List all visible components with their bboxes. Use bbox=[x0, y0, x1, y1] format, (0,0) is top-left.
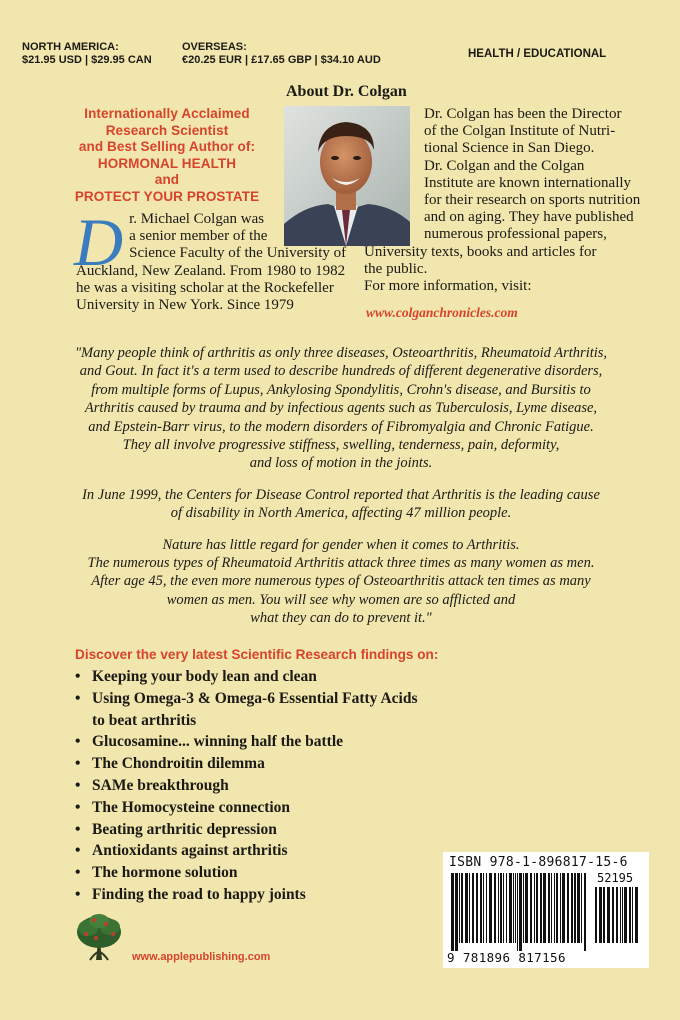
list-item: • Antioxidants against arthritis bbox=[75, 842, 288, 860]
barcode-bar bbox=[577, 873, 580, 943]
barcode-bar bbox=[599, 887, 602, 943]
barcode-bar bbox=[624, 887, 627, 943]
bio-line: and on aging. They have published bbox=[424, 209, 634, 226]
price-overseas-values: €20.25 EUR | £17.65 GBP | $34.10 AUD bbox=[182, 54, 381, 66]
list-item: • The hormone solution bbox=[75, 864, 238, 882]
bio-line: Science Faculty of the University of bbox=[129, 245, 347, 262]
tagline-line: HORMONAL HEALTH bbox=[97, 155, 237, 171]
list-item: • The Chondroitin dilemma bbox=[75, 755, 265, 773]
isbn-label: ISBN 978-1-896817-15-6 bbox=[449, 855, 628, 870]
tagline-line: Internationally Acclaimed bbox=[84, 106, 250, 121]
barcode-bar bbox=[523, 873, 524, 943]
barcode-bar bbox=[451, 873, 454, 951]
price-north-america-label: NORTH AMERICA: bbox=[22, 41, 119, 53]
barcode-bar bbox=[551, 873, 552, 943]
price-overseas-label: OVERSEAS: bbox=[182, 41, 247, 53]
barcode-bar bbox=[483, 873, 484, 943]
barcode-bar bbox=[560, 873, 561, 943]
barcode-bar bbox=[629, 887, 631, 943]
bio-line: Auckland, New Zealand. From 1980 to 1982 bbox=[76, 262, 346, 279]
about-heading: About Dr. Colgan bbox=[286, 83, 407, 100]
bio-right-continued bbox=[364, 226, 674, 295]
tagline-line: PROTECT YOUR PROSTATE bbox=[74, 188, 260, 204]
quote-line: The numerous types of Rheumatoid Arthritis attack three times as many women as men. bbox=[87, 555, 595, 572]
barcode-bar bbox=[472, 873, 474, 943]
bio-line: he was a visiting scholar at the Rockefeller bbox=[76, 279, 334, 296]
author-website-link[interactable]: www.colganchronicles.com bbox=[366, 305, 518, 320]
barcode-bar bbox=[536, 873, 538, 943]
barcode-bar bbox=[620, 887, 621, 943]
barcode-bar bbox=[603, 887, 605, 943]
quote-line: and Gout. In fact it's a term used to describe hundreds of different degenerative disorders, bbox=[79, 363, 603, 380]
author-tagline bbox=[52, 106, 282, 205]
publisher-website-link[interactable]: www.applepublishing.com bbox=[132, 951, 271, 963]
barcode-bar bbox=[543, 873, 546, 943]
list-item: • Keeping your body lean and clean bbox=[75, 668, 317, 685]
barcode-bar bbox=[494, 873, 496, 943]
barcode-bar bbox=[455, 873, 458, 951]
bio-right bbox=[424, 106, 674, 226]
bio-line: the public. bbox=[364, 260, 428, 277]
barcode-bar bbox=[574, 873, 576, 943]
barcode-bar bbox=[571, 873, 573, 943]
barcode-bar bbox=[562, 873, 565, 943]
bio-line: r. Michael Colgan was bbox=[129, 211, 265, 227]
bio-line: University texts, books and articles for bbox=[364, 243, 597, 260]
quote-line: from multiple forms of Lupus, Ankylosing Spondylitis, Crohn's disease, and Bursitis to bbox=[91, 381, 591, 398]
quote-line: "Many people think of arthritis as only three diseases, Osteoarthritis, Rheumatoid Arthritis, bbox=[74, 345, 608, 361]
barcode-bar bbox=[534, 873, 535, 943]
list-item: • Glucosamine... winning half the battle bbox=[75, 733, 344, 751]
barcode-bar bbox=[489, 873, 492, 943]
ean-digits: 9 781896 817156 bbox=[447, 950, 566, 965]
list-item: • SAMe breakthrough bbox=[75, 776, 229, 794]
bio-left-continued bbox=[76, 263, 376, 315]
barcode-bar bbox=[503, 873, 504, 943]
bio-line: Dr. Colgan has been the Director bbox=[424, 106, 622, 122]
barcode-bar bbox=[500, 873, 502, 943]
barcode-bar bbox=[540, 873, 542, 943]
quote-line: and Epstein-Barr virus, to the modern disorders of Fibromyalgia and Chronic Fatigue. bbox=[88, 418, 594, 435]
bio-line: For more information, visit: bbox=[364, 278, 532, 294]
bio-line: tional Science in San Diego. bbox=[424, 140, 595, 157]
barcode-bar bbox=[480, 873, 482, 943]
list-item: to beat arthritis bbox=[92, 711, 197, 729]
publisher-logo bbox=[72, 912, 126, 962]
barcode-block bbox=[443, 852, 649, 968]
barcode-bar bbox=[616, 887, 618, 943]
barcode-bar bbox=[465, 873, 468, 943]
barcode-bar bbox=[556, 873, 558, 943]
barcode-bar bbox=[612, 887, 614, 943]
tree-logo-icon bbox=[72, 912, 126, 962]
barcode-bar bbox=[517, 873, 518, 951]
barcode-bar bbox=[459, 873, 460, 943]
price-north-america-values: $21.95 USD | $29.95 CAN bbox=[22, 54, 152, 66]
barcode-bar bbox=[635, 887, 638, 943]
findings-heading: Discover the very latest Scientific Research findings on: bbox=[75, 647, 439, 662]
ean-barcode bbox=[449, 873, 589, 951]
quote-line: and loss of motion in the joints. bbox=[249, 455, 433, 472]
list-item: • Finding the road to happy joints bbox=[75, 885, 306, 903]
arthritis-quote bbox=[60, 344, 622, 628]
quote-line: Nature has little regard for gender when it comes to Arthritis. bbox=[162, 536, 520, 553]
barcode-bar bbox=[548, 873, 550, 943]
tagline-line: and Best Selling Author of: bbox=[78, 139, 256, 154]
barcode-bar bbox=[506, 873, 507, 943]
quote-line: After age 45, the even more numerous types of Osteoarthritis attack ten times as many bbox=[91, 573, 591, 590]
quote-line: They all involve progressive stiffness, swelling, tenderness, pain, deformity, bbox=[122, 437, 560, 454]
barcode-bar bbox=[515, 873, 516, 943]
barcode-bar bbox=[581, 873, 582, 943]
quote-line: of disability in North America, affecting 47 million people. bbox=[170, 505, 512, 522]
bio-line: University in New York. Since 1979 bbox=[76, 297, 294, 313]
bio-line: Dr. Colgan and the Colgan bbox=[424, 157, 585, 174]
barcode-bar bbox=[632, 887, 633, 943]
barcode-bar bbox=[525, 873, 528, 943]
tagline-line: Research Scientist bbox=[105, 122, 229, 138]
findings-list bbox=[74, 666, 494, 906]
barcode-bar bbox=[519, 873, 522, 951]
bio-line: for their research on sports nutrition bbox=[424, 192, 641, 209]
barcode-bar bbox=[509, 873, 512, 943]
price-addon-barcode bbox=[593, 887, 643, 951]
quote-line: In June 1999, the Centers for Disease Control reported that Arthritis is the leading cause bbox=[82, 486, 600, 503]
list-item: • Beating arthritic depression bbox=[75, 820, 277, 838]
bio-line: of the Colgan Institute of Nutri- bbox=[424, 123, 616, 140]
barcode-bar bbox=[498, 873, 499, 943]
quote-line: what they can do to prevent it." bbox=[250, 610, 432, 627]
bio-line: a senior member of the bbox=[129, 228, 268, 245]
barcode-bar bbox=[476, 873, 478, 943]
barcode-bar bbox=[486, 873, 487, 943]
barcode-bar bbox=[607, 887, 610, 943]
price-code: 52195 bbox=[597, 871, 634, 885]
bio-line: Institute are known internationally bbox=[424, 174, 632, 191]
barcode-bar bbox=[584, 873, 586, 951]
barcode-bar bbox=[469, 873, 470, 943]
dropcap-letter: D bbox=[74, 204, 124, 280]
barcode-bar bbox=[595, 887, 597, 943]
quote-line: women as men. You will see why women are so afflicted and bbox=[166, 591, 516, 608]
tagline-line: and bbox=[154, 172, 180, 187]
list-item: • The Homocysteine connection bbox=[75, 798, 291, 816]
bio-line: numerous professional papers, bbox=[424, 226, 607, 243]
barcode-bar bbox=[622, 887, 623, 943]
list-item: • Using Omega-3 & Omega-6 Essential Fatty Acids bbox=[75, 689, 418, 707]
quote-line: Arthritis caused by trauma and by infectious agents such as Tuberculosis, Lyme disease, bbox=[84, 400, 598, 417]
barcode-bar bbox=[554, 873, 555, 943]
barcode-bar bbox=[461, 873, 463, 943]
barcode-bar bbox=[530, 873, 532, 943]
barcode-bar bbox=[513, 873, 514, 943]
category-label: HEALTH / EDUCATIONAL bbox=[468, 48, 607, 60]
barcode-bar bbox=[567, 873, 569, 943]
